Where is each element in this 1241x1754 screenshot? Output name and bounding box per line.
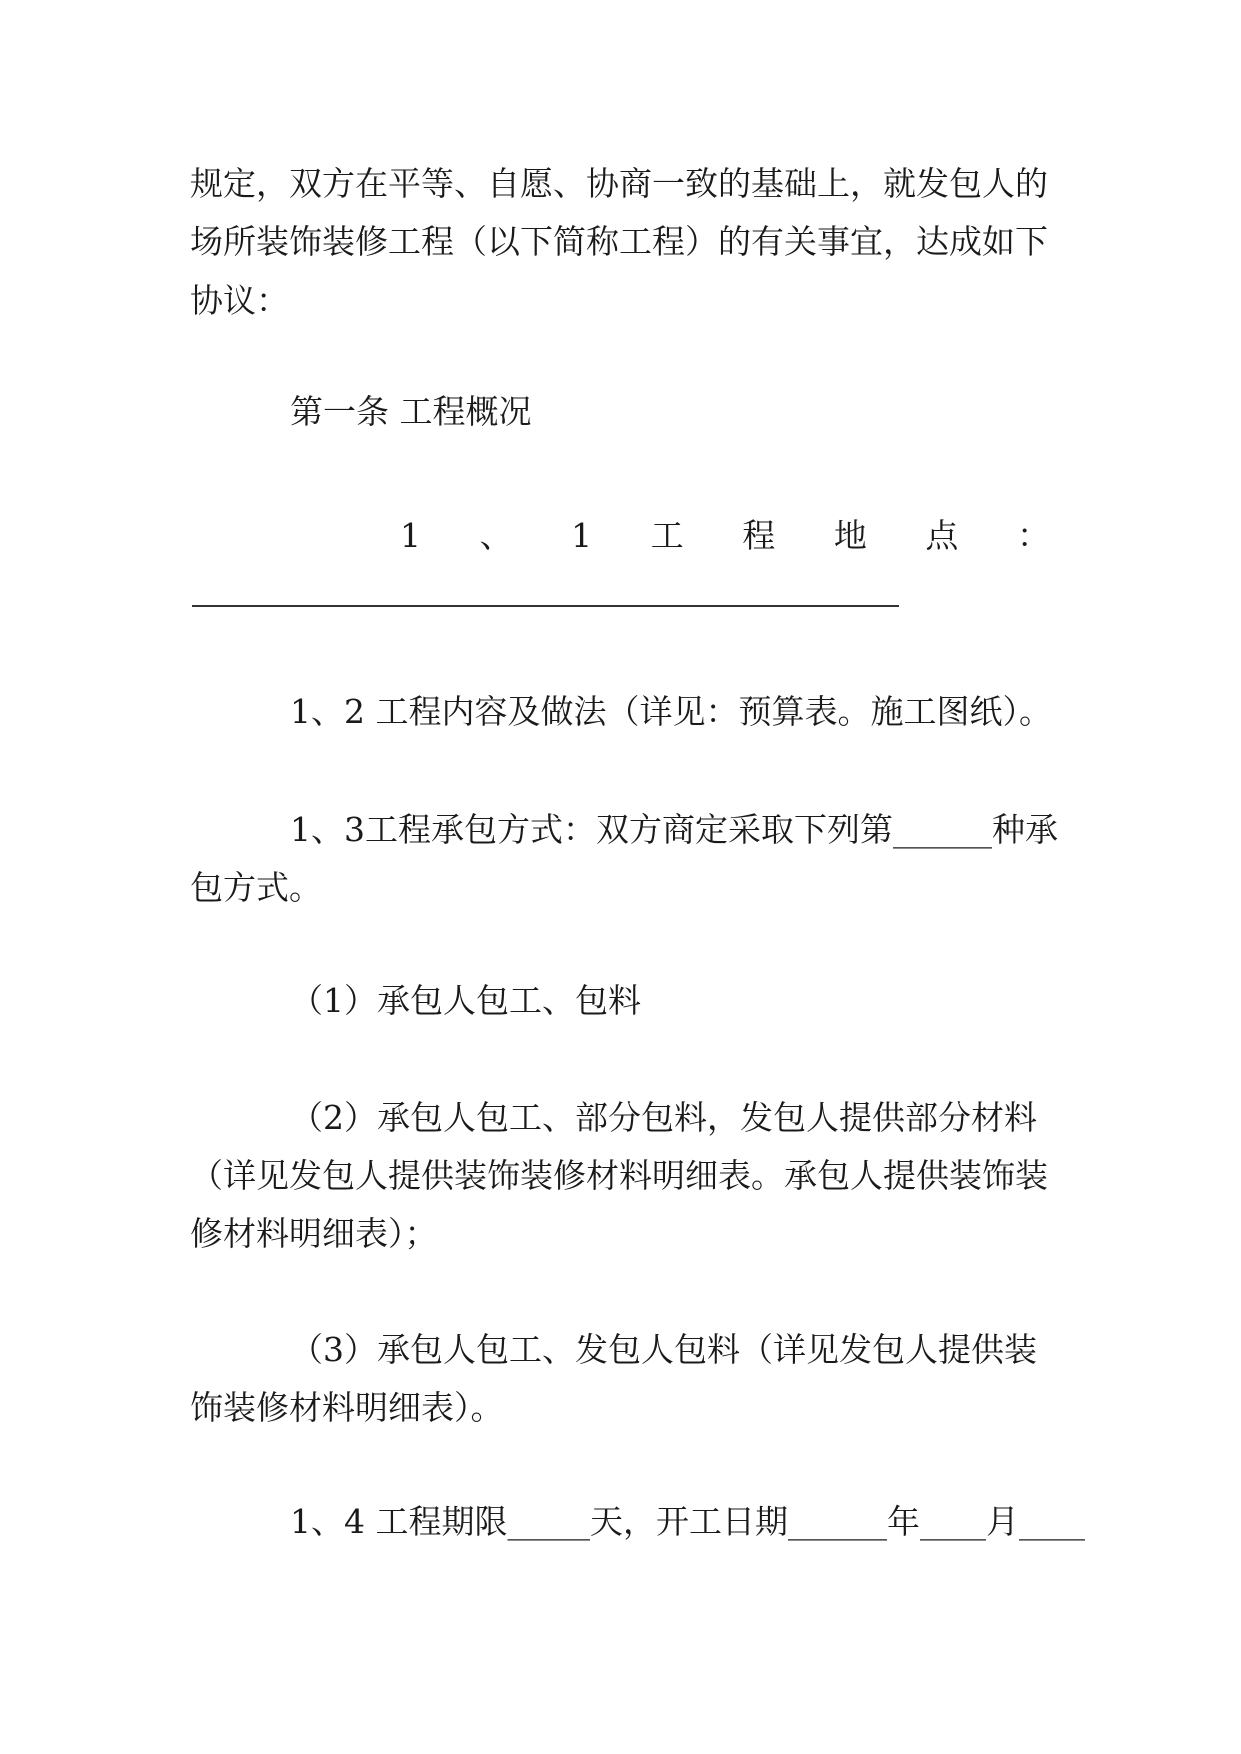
item-1-1-location [400, 516, 1050, 556]
option-2-line-3: 修材料明细表）； [190, 1214, 438, 1253]
item-1-2: 1、2 工程内容及做法（详见：预算表。施工图纸）。 [290, 692, 1052, 731]
option-2-line-1: （2）承包人包工、部分包料，发包人提供部分材料 [290, 1098, 1037, 1137]
item-1-4: 1、4 工程期限_____天，开工日期______年____月____ [290, 1502, 1085, 1541]
option-1: （1）承包人包工、包料 [290, 981, 641, 1020]
article-1-title: 第一条 工程概况 [290, 392, 532, 431]
item-1-1-char: 1 [400, 516, 421, 555]
location-blank-line [192, 605, 899, 607]
option-3-line-1: （3）承包人包工、发包人包料（详见发包人提供装 [290, 1330, 1037, 1369]
item-1-3-line-2: 包方式。 [190, 868, 322, 907]
intro-line-1: 规定，双方在平等、自愿、协商一致的基础上，就发包人的 [190, 164, 1048, 203]
item-1-1-char: 点 [925, 516, 959, 555]
item-1-1-char: 程 [742, 516, 776, 555]
item-1-1-char: 1 [571, 516, 593, 555]
intro-line-3: 协议： [190, 281, 289, 320]
item-1-1-char: ： [1016, 516, 1050, 555]
item-1-1-char: 工 [650, 516, 684, 555]
item-1-1-char: 地 [833, 516, 867, 555]
item-1-3-line-1: 1、3工程承包方式：双方商定采取下列第______种承 [290, 810, 1058, 849]
intro-line-2: 场所装饰装修工程（以下简称工程）的有关事宜，达成如下 [190, 222, 1048, 261]
option-3-line-2: 饰装修材料明细表）。 [190, 1388, 504, 1427]
option-2-line-2: （详见发包人提供装饰装修材料明细表。承包人提供装饰装 [190, 1156, 1048, 1195]
item-1-1-char: 、 [479, 516, 513, 555]
